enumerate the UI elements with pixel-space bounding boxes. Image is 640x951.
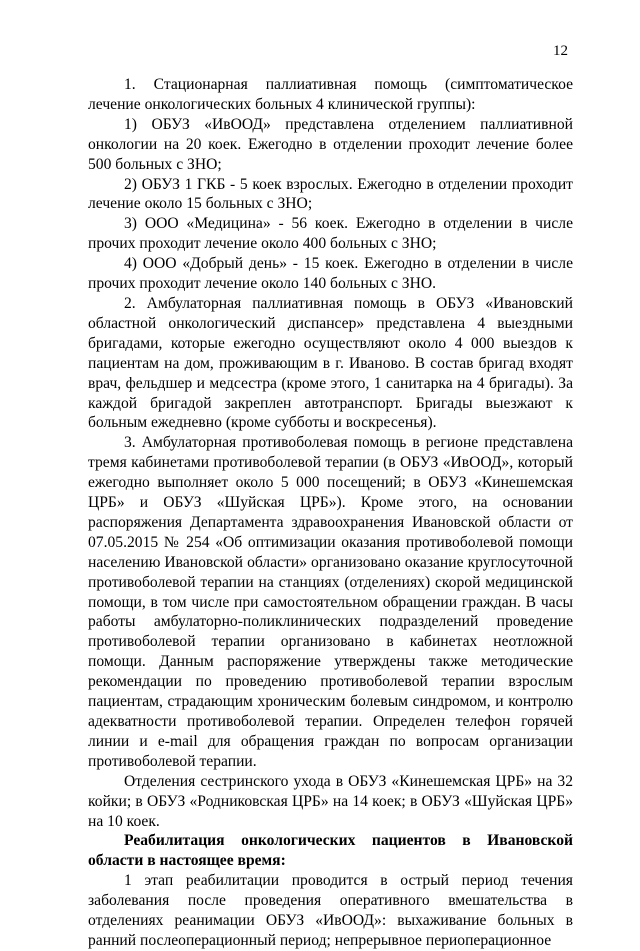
paragraph-nursing-care: Отделения сестринского ухода в ОБУЗ «Кинешемская ЦРБ» на 32 койки; в ОБУЗ «Родниковская ЦРБ» на 14 коек; в ОБУЗ «Шуйская ЦРБ» на 10 коек.	[88, 772, 573, 830]
paragraph-ivood: 1) ОБУЗ «ИвООД» представлена отделением паллиативной онкологии на 20 коек. Ежегодно в отделении проходит лечение более 500 больных с ЗНО;	[88, 115, 573, 173]
paragraph-pain-relief: 3. Амбулаторная противоболевая помощь в регионе представлена тремя кабинетами противоболевой терапии (в ОБУЗ «ИвООД», который ежегодно выполняет около 5 000 посещений; в ОБУЗ «Кинешемская ЦРБ» и ОБУЗ «Шуйская ЦРБ»). Кроме этого, на основании распоряжения Департамента здравоохранения Ивановской области от 07.05.2015 № 254 «Об оптимизации оказания противоболевой помощи населению Ивановской области» организовано оказание круглосуточной противоболевой терапии на станциях (отделениях) скорой медицинской помощи, в том числе при самостоятельном обращении граждан. В часы работы амбулаторно-поликлинических подразделений проведение противоболевой терапии организовано в кабинетах неотложной помощи. Данным распоряжение утверждены также методические рекомендации по проведению противоболевой терапии взрослым пациентам, страдающим хроническим болевым синдромом, и контролю адекватности противоболевой терапии. Определен телефон горячей линии и e-mail для обращения граждан по вопросам организации противоболевой терапии.	[88, 434, 573, 770]
page-number: 12	[553, 43, 568, 59]
section-heading-rehabilitation: Реабилитация онкологических пациентов в Ивановской области в настоящее время:	[88, 832, 573, 870]
paragraph-gkb1: 2) ОБУЗ 1 ГКБ - 5 коек взрослых. Ежегодно в отделении проходит лечение около 15 больных с ЗНО;	[88, 175, 573, 213]
document-body	[88, 75, 573, 951]
paragraph-outpatient-palliative: 2. Амбулаторная паллиативная помощь в ОБУЗ «Ивановский областной онкологический диспансер» представлена 4 выездными бригадами, которые ежегодно осуществляют около 4 000 выездов к пациентам на дом, проживающим в г. Иваново. В состав бригад входят врач, фельдшер и медсестра (кроме этого, 1 санитарка на 4 бригады). За каждой бригадой закреплен автотранспорт. Бригады выезжают к больным ежедневно (кроме субботы и воскресенья).	[88, 294, 573, 432]
paragraph-rehab-stage-1: 1 этап реабилитации проводится в острый период течения заболевания после проведения оперативного вмешательства в отделениях реанимации ОБУЗ «ИвООД»: выхаживание больных в ранний послеоперационный период; непрерывное периоперационное	[88, 872, 573, 949]
paragraph-dobryi-den: 4) ООО «Добрый день» - 15 коек. Ежегодно в отделении в числе прочих проходит лечение около 140 больных с ЗНО.	[88, 255, 573, 293]
paragraph-medicina: 3) ООО «Медицина» - 56 коек. Ежегодно в отделении в числе прочих проходит лечение около 400 больных с ЗНО;	[88, 215, 573, 253]
paragraph-inpatient-care: 1. Стационарная паллиативная помощь (симптоматическое лечение онкологических больных 4 клинической группы):	[88, 76, 573, 113]
